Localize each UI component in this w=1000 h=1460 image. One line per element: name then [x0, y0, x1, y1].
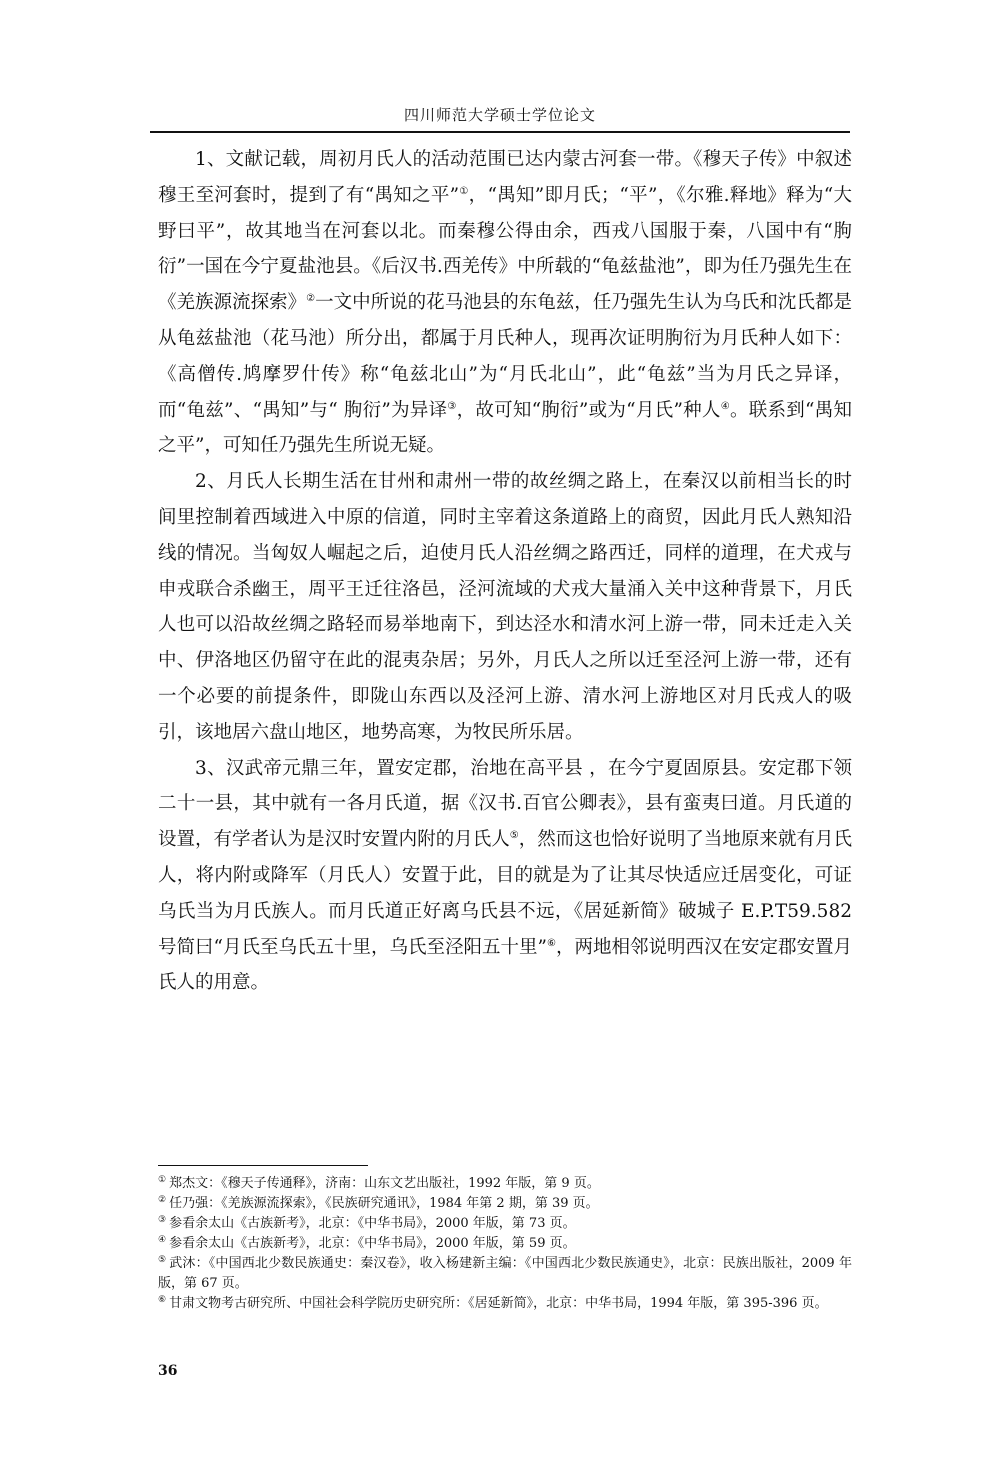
footnote-3: ③ 参看余太山《古族新考》，北京：《中华书局》，2000 年版，第 73 页。 [158, 1214, 576, 1231]
header-rule [150, 131, 850, 133]
footnote-6: ⑥ 甘肃文物考古研究所、中国社会科学院历史研究所：《居延新简》，北京：中华书局，1994 年版，第 395-396 页。 [158, 1294, 828, 1311]
footnote-ref-5[interactable]: ⑤ [509, 829, 519, 841]
footnote-ref-6[interactable]: ⑥ [546, 937, 556, 949]
footnote-mark: ⑥ [158, 1294, 167, 1305]
page-number: 36 [158, 1363, 178, 1379]
running-header: 四川师范大学硕士学位论文 [403, 106, 596, 124]
footnote-mark: ③ [158, 1214, 167, 1225]
footnote-rule [158, 1165, 368, 1166]
footnote-mark: ④ [158, 1234, 167, 1245]
footnotes [158, 1174, 852, 1314]
paragraph-3: 3、汉武帝元鼎三年，置安定郡，治地在高平县 ，在今宁夏固原县。安定郡下领二十一县，其中就有一各月氏道，据《汉书.百官公卿表》，县有蛮夷曰道。月氏道的设置，有学者认为是汉时安置内附的月氏人⑤，然而这也恰好说明了当地原来就有月氏人，将内附或降军（月氏人）安置于此，目的就是为了让其尽快适应迁居变化，可证乌氏当为月氏族人。而月氏道正好离乌氏县不远，《居延新简》破城子 E.P.T59.582 号简曰“月氏至乌氏五十里，乌氏至泾阳五十里”⑥，两地相邻说明西汉在安定郡安置月氏人的用意。 [158, 757, 853, 994]
footnote-ref-1[interactable]: ① [459, 185, 469, 197]
body-text [158, 142, 852, 1001]
footnote-mark: ② [158, 1194, 167, 1205]
footnote-ref-2[interactable]: ② [306, 293, 316, 305]
footnote-ref-3[interactable]: ③ [447, 400, 457, 412]
paragraph-1: 1、文献记载，周初月氏人的活动范围已达内蒙古河套一带。《穆天子传》中叙述穆王至河套时，提到了有“禺知之平”①，“禺知”即月氏；“平”，《尔雅.释地》释为“大野曰平”，故其地当在河套以北。而秦穆公得由余，西戎八国服于秦，八国中有“朐衍”一国在今宁夏盐池县。《后汉书.西羌传》中所载的“龟兹盐池”，即为任乃强先生在《羌族源流探索》②一文中所说的花马池县的东龟兹，任乃强先生认为乌氏和沈氏都是从龟兹盐池（花马池）所分出，都属于月氏种人，现再次证明朐衍为月氏种人如下：《高僧传.鸠摩罗什传》称“龟兹北山”为“月氏北山”，此“龟兹”当为月氏之异译，而“龟兹”、“禺知”与“ 朐衍”为异译③，故可知“朐衍”或为“月氏”种人④。联系到“禺知之平”，可知任乃强先生所说无疑。 [158, 149, 853, 457]
footnote-mark: ⑤ [158, 1254, 167, 1265]
footnote-1: ① 郑杰文：《穆天子传通释》，济南：山东文艺出版社，1992 年版，第 9 页。 [158, 1174, 600, 1191]
paragraph-2: 2、月氏人长期生活在甘州和肃州一带的故丝绸之路上，在秦汉以前相当长的时间里控制着西域进入中原的信道，同时主宰着这条道路上的商贸，因此月氏人熟知沿线的情况。当匈奴人崛起之后，迫使月氏人沿丝绸之路西迁，同样的道理，在犬戎与申戎联合杀幽王，周平王迁往洛邑，泾河流域的犬戎大量涌入关中这种背景下，月氏人也可以沿故丝绸之路轻而易举地南下，到达泾水和清水河上游一带，同未迁走入关中、伊洛地区仍留守在此的混夷杂居；另外，月氏人之所以迁至泾河上游一带，还有一个必要的前提条件，即陇山东西以及泾河上游、清水河上游地区对月氏戎人的吸引，该地居六盘山地区，地势高寒，为牧民所乐居。 [158, 471, 852, 743]
footnote-ref-4[interactable]: ④ [720, 400, 730, 412]
footnote-5: ⑤ 武沐：《中国西北少数民族通史：秦汉卷》，收入杨建新主编：《中国西北少数民族通史》，北京：民族出版社，2009 年版，第 67 页。 [158, 1254, 853, 1291]
footnote-4: ④ 参看余太山《古族新考》，北京：《中华书局》，2000 年版，第 59 页。 [158, 1234, 576, 1251]
footnote-2: ② 任乃强：《羌族源流探索》，《民族研究通讯》，1984 年第 2 期，第 39 页。 [158, 1194, 599, 1211]
footnote-mark: ① [158, 1174, 167, 1185]
